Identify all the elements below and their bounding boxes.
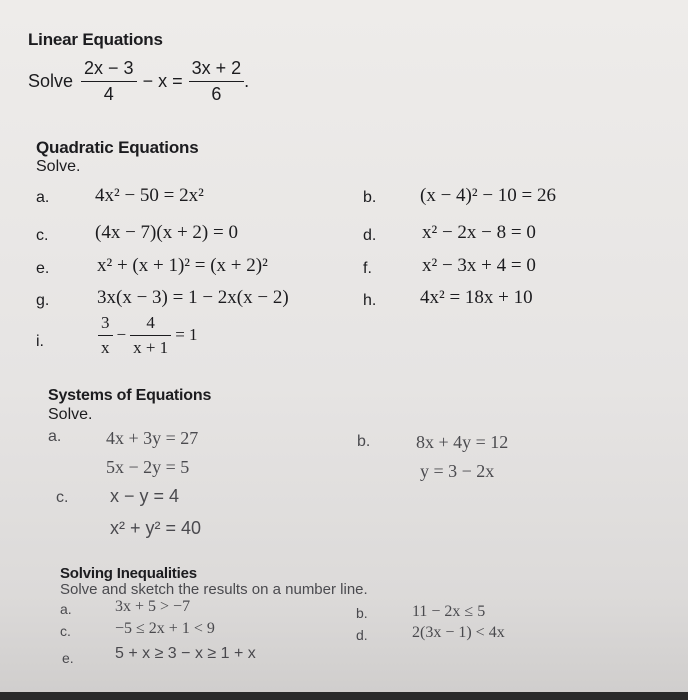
item-label: c. bbox=[36, 227, 49, 244]
systems-heading: Systems of Equations bbox=[48, 387, 212, 404]
fraction-bar bbox=[98, 335, 113, 336]
systems-c-eq1: x − y = 4 bbox=[110, 486, 180, 506]
fraction-left bbox=[81, 58, 137, 104]
quadratic-instruction: Solve. bbox=[36, 158, 81, 175]
equals-one: = 1 bbox=[175, 325, 198, 345]
item-label: b. bbox=[356, 605, 368, 621]
item-label: c. bbox=[60, 623, 71, 639]
quadratic-f-equation: x² − 3x + 4 = 0 bbox=[422, 255, 536, 276]
item-label: b. bbox=[357, 433, 371, 450]
fraction-left-numerator: 2x − 3 bbox=[84, 58, 134, 78]
fraction-right-denominator: 6 bbox=[211, 83, 222, 104]
systems-instruction: Solve. bbox=[48, 406, 93, 423]
quadratic-b-equation: (x − 4)² − 10 = 26 bbox=[420, 185, 556, 206]
item-label: a. bbox=[60, 601, 72, 617]
systems-c-eq2: x² + y² = 40 bbox=[110, 518, 202, 538]
quadratic-h-equation: 4x² = 18x + 10 bbox=[420, 287, 533, 308]
period: . bbox=[244, 70, 250, 91]
fraction-right-numerator: 3x + 2 bbox=[191, 58, 242, 78]
inequality-b: 11 − 2x ≤ 5 bbox=[412, 603, 486, 620]
fraction-bar bbox=[81, 81, 137, 82]
item-label: c. bbox=[56, 489, 69, 506]
item-label: a. bbox=[48, 428, 62, 445]
inequality-c: −5 ≤ 2x + 1 < 9 bbox=[115, 620, 215, 637]
item-label: h. bbox=[363, 292, 377, 309]
item-label: e. bbox=[36, 260, 50, 277]
quadratic-a-equation: 4x² − 50 = 2x² bbox=[95, 185, 204, 206]
quadratic-e-equation: x² + (x + 1)² = (x + 2)² bbox=[97, 255, 268, 276]
minus-x-equals: − x = bbox=[142, 70, 183, 91]
linear-equations-heading: Linear Equations bbox=[28, 30, 163, 49]
fraction-3-over-x bbox=[98, 313, 113, 357]
systems-b-eq2: y = 3 − 2x bbox=[420, 461, 495, 481]
systems-b-eq1: 8x + 4y = 12 bbox=[416, 432, 509, 452]
item-label: b. bbox=[363, 189, 377, 206]
quadratic-i-equation bbox=[98, 313, 198, 357]
item-label: a. bbox=[36, 189, 50, 206]
fraction-bar bbox=[189, 81, 245, 82]
item-label: f. bbox=[363, 260, 372, 277]
fraction-right bbox=[189, 58, 245, 104]
solve-label: Solve bbox=[28, 70, 74, 91]
item-label: g. bbox=[36, 292, 50, 309]
systems-a-eq2: 5x − 2y = 5 bbox=[106, 457, 190, 477]
fraction-bar bbox=[130, 335, 171, 336]
denominator: x bbox=[101, 337, 110, 357]
systems-a-eq1: 4x + 3y = 27 bbox=[106, 428, 199, 448]
quadratic-d-equation: x² − 2x − 8 = 0 bbox=[422, 222, 536, 243]
item-label: e. bbox=[62, 650, 74, 666]
page-bottom-edge bbox=[0, 692, 688, 700]
minus-sign: − bbox=[116, 325, 127, 345]
inequalities-heading: Solving Inequalities bbox=[60, 565, 197, 582]
inequality-e: 5 + x ≥ 3 − x ≥ 1 + x bbox=[115, 645, 256, 662]
fraction-4-over-x-plus-1 bbox=[130, 313, 171, 357]
inequalities-instruction: Solve and sketch the results on a number line. bbox=[60, 581, 368, 598]
item-label: i. bbox=[36, 333, 44, 350]
quadratic-g-equation: 3x(x − 3) = 1 − 2x(x − 2) bbox=[97, 287, 289, 308]
item-label: d. bbox=[356, 627, 368, 643]
inequality-d: 2(3x − 1) < 4x bbox=[412, 624, 505, 641]
linear-equation bbox=[28, 58, 249, 104]
inequality-a: 3x + 5 > −7 bbox=[115, 598, 191, 615]
fraction-left-denominator: 4 bbox=[103, 83, 114, 104]
quadratic-equations-heading: Quadratic Equations bbox=[36, 138, 199, 157]
numerator: 3 bbox=[101, 313, 110, 332]
item-label: d. bbox=[363, 227, 377, 244]
numerator: 4 bbox=[146, 313, 155, 332]
denominator: x + 1 bbox=[133, 337, 169, 357]
quadratic-c-equation: (4x − 7)(x + 2) = 0 bbox=[95, 222, 238, 243]
